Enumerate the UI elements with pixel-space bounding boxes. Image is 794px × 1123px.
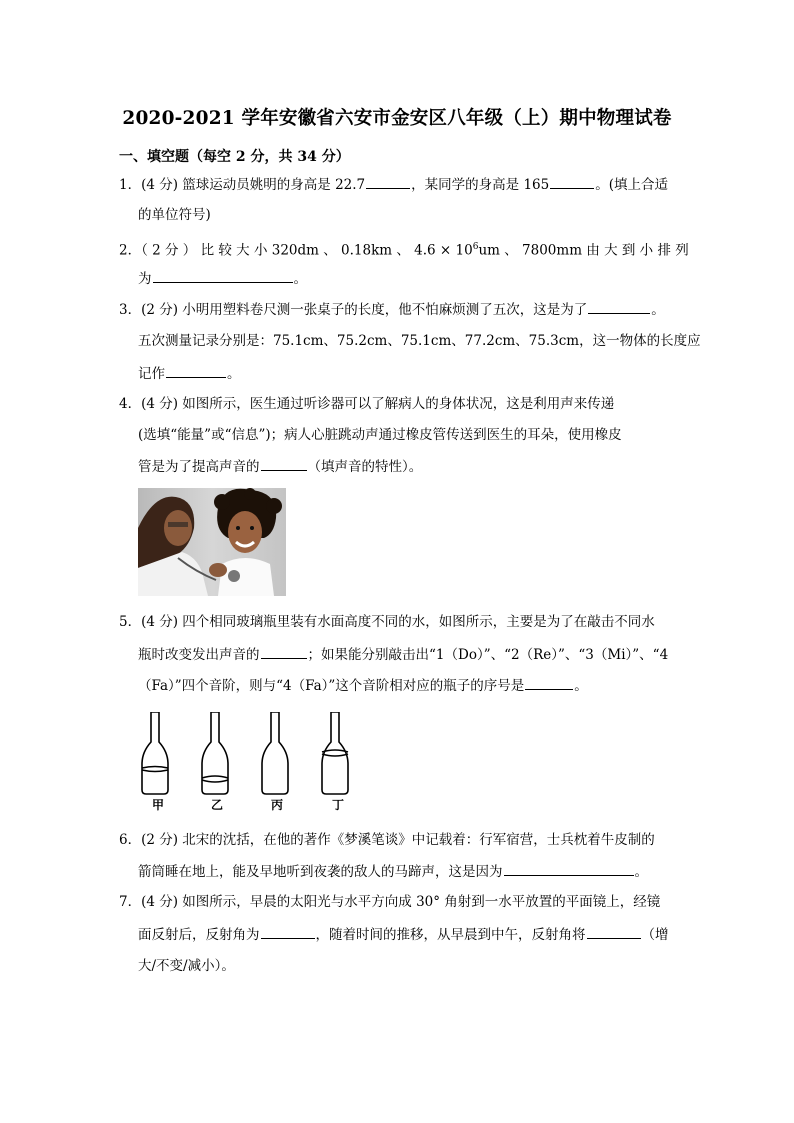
question-3-line-3 bbox=[138, 363, 241, 384]
bottle-bing bbox=[262, 712, 288, 794]
q4-text-c: 管是为了提高声音的 bbox=[138, 459, 260, 475]
q2-text-c: 为 bbox=[138, 271, 152, 287]
q3-text-a: 3．(2 分) 小明用塑料卷尺测一张桌子的长度，他不怕麻烦测了五次，这是为了 bbox=[119, 302, 588, 318]
bottle-jia bbox=[142, 712, 168, 794]
question-5-line-2 bbox=[138, 644, 668, 665]
bottle-label-1: 甲 bbox=[152, 798, 165, 812]
q3-text-b: 。 bbox=[651, 302, 665, 318]
q5-text-d: （Fa）”四个音阶，则与“4（Fa）”这个音阶相对应的瓶子的序号是 bbox=[138, 678, 525, 694]
q7-text-d: （增 bbox=[641, 927, 669, 943]
page-title: 2020-2021 学年安徽省六安市金安区八年级（上）期中物理试卷 bbox=[122, 108, 672, 129]
q6-blank[interactable] bbox=[504, 861, 634, 876]
question-4-line-2: (选填“能量”或“信息”)；病人心脏跳动声通过橡皮管传送到医生的耳朵，使用橡皮 bbox=[138, 427, 622, 443]
q6-text-b: 箭筒睡在地上，能及早地听到夜袭的敌人的马蹄声，这是因为 bbox=[138, 864, 503, 880]
q5-text-c: ；如果能分别敲击出“1（Do）”、“2（Re）”、“3（Mi）”、“4 bbox=[307, 647, 669, 663]
question-7-line-3: 大/不变/减小）。 bbox=[138, 958, 235, 974]
question-2-line-1 bbox=[119, 237, 689, 261]
section-heading: 一、填空题（每空 2 分，共 34 分） bbox=[119, 149, 350, 165]
q2-text-b: um 、 7800mm 由 大 到 小 排 列 bbox=[478, 242, 689, 259]
q5-text-e: 。 bbox=[574, 678, 588, 694]
question-7-line-2 bbox=[138, 924, 669, 945]
q5-text-b: 瓶时改变发出声音的 bbox=[138, 647, 260, 663]
q5-blank-2[interactable] bbox=[525, 675, 573, 690]
question-1-line-2: 的单位符号) bbox=[138, 207, 211, 223]
q3-blank-2[interactable] bbox=[166, 363, 226, 378]
bottle-ding bbox=[322, 712, 348, 794]
q7-blank-1[interactable] bbox=[261, 924, 315, 939]
q4-blank[interactable] bbox=[261, 456, 307, 471]
question-5-line-1: 5．(4 分) 四个相同玻璃瓶里装有水面高度不同的水，如图所示，主要是为了在敲击不同水 bbox=[119, 614, 655, 630]
bottle-label-2: 乙 bbox=[211, 798, 224, 812]
q6-text-c: 。 bbox=[634, 864, 648, 880]
question-6-line-2 bbox=[138, 861, 648, 882]
q3-text-d: 记作 bbox=[138, 366, 165, 382]
question-3-line-1 bbox=[119, 299, 665, 320]
q7-blank-2[interactable] bbox=[587, 924, 641, 939]
q1-text-c: 。(填上合适 bbox=[595, 177, 668, 193]
q5-blank-1[interactable] bbox=[261, 644, 307, 659]
question-5-line-3 bbox=[138, 675, 588, 696]
q2-blank[interactable] bbox=[153, 268, 293, 283]
question-4-line-1: 4．(4 分) 如图所示，医生通过听诊器可以了解病人的身体状况，这是利用声来传递 bbox=[119, 396, 615, 412]
question-4-line-3 bbox=[138, 456, 422, 477]
question-1-line-1 bbox=[119, 174, 668, 195]
q1-text-b: ，某同学的身高是 165 bbox=[411, 177, 550, 193]
q2-text-d: 。 bbox=[293, 271, 307, 287]
question-7-line-1: 7．(4 分) 如图所示，早晨的太阳光与水平方向成 30° 角射到一水平放置的平面镜上，经镜 bbox=[119, 894, 661, 910]
bottle-label-3: 丙 bbox=[271, 798, 284, 812]
q1-blank-2[interactable] bbox=[550, 174, 594, 189]
question-3-line-2: 五次测量记录分别是：75.1cm、75.2cm、75.1cm、77.2cm、75.3cm，这一物体的长度应 bbox=[138, 333, 701, 349]
bottle-label-4: 丁 bbox=[332, 798, 345, 812]
question-6-line-1: 6．(2 分) 北宋的沈括，在他的著作《梦溪笔谈》中记载着：行军宿营，士兵枕着牛皮制的 bbox=[119, 832, 655, 848]
question-2-line-2 bbox=[138, 268, 307, 289]
doctor-stethoscope-photo bbox=[138, 488, 286, 596]
q1-blank-1[interactable] bbox=[366, 174, 410, 189]
q3-blank-1[interactable] bbox=[588, 299, 650, 314]
q4-text-d: （填声音的特性）。 bbox=[307, 459, 423, 475]
bottle-yi bbox=[202, 712, 228, 794]
q1-text-a: 1．(4 分) 篮球运动员姚明的身高是 22.7 bbox=[119, 177, 366, 193]
q7-text-b: 面反射后，反射角为 bbox=[138, 927, 260, 943]
q3-text-e: 。 bbox=[227, 366, 241, 382]
q2-text-a: 2．（ 2 分 ） 比 较 大 小 320dm 、 0.18km 、 4.6 × 10 bbox=[119, 242, 473, 259]
q7-text-c: ，随着时间的推移，从早晨到中午，反射角将 bbox=[315, 927, 586, 943]
q2-exponent: 6 bbox=[472, 242, 479, 252]
